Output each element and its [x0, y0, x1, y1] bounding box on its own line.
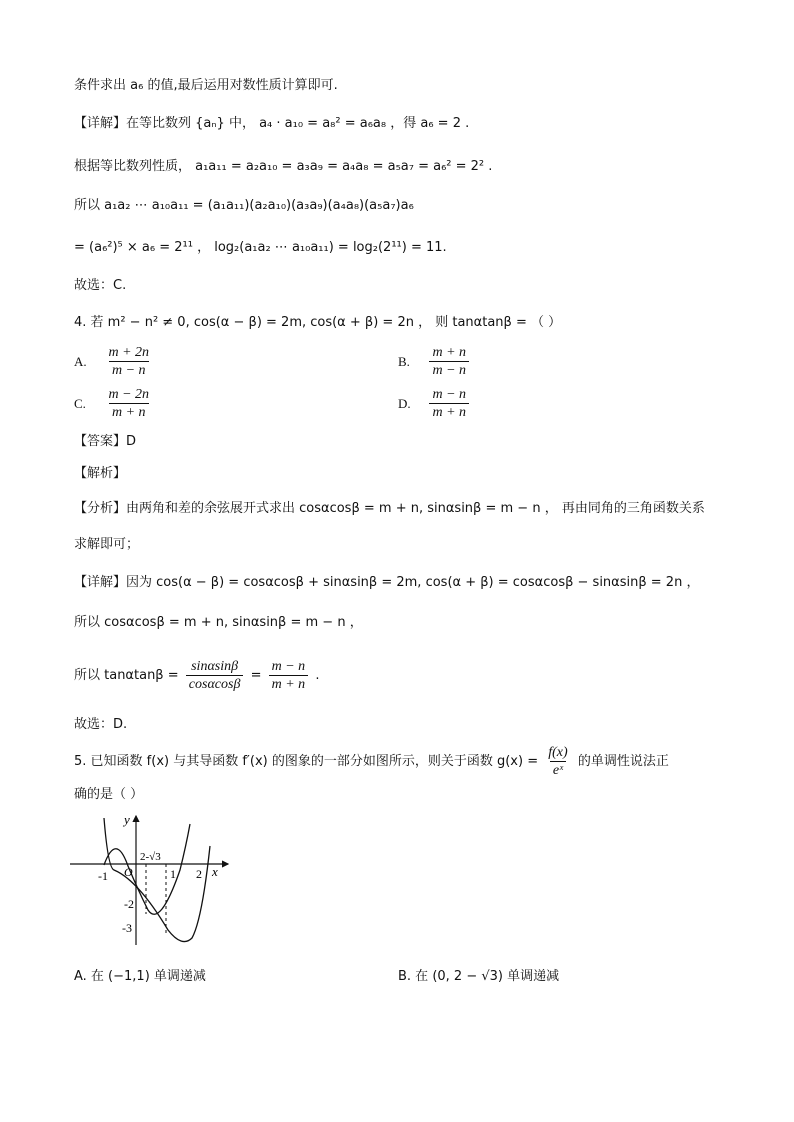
- q4-option-b: [398, 344, 472, 379]
- g-fraction: [545, 744, 570, 779]
- text-segment: 5. 已知函数 f(x) 与其导函数 f′(x) 的图象的一部分如图所示，则关于函数 g(x) =: [74, 754, 539, 769]
- text-line: 【详解】在等比数列 {aₙ} 中， a₄ · a₁₀ = a₈² = a₆a₈ ，得 a₆ = 2 .: [74, 116, 470, 131]
- tick-label: -1: [98, 869, 108, 883]
- fraction-numerator: m − 2n: [108, 387, 150, 402]
- option-fraction: [105, 344, 152, 379]
- fraction-numerator: m − n: [432, 387, 467, 402]
- option-label: B.: [398, 353, 410, 369]
- tick-label: 1: [170, 867, 176, 881]
- fraction-denominator: m − n: [429, 361, 469, 379]
- option-fraction: [429, 344, 469, 379]
- text-segment: =: [250, 668, 262, 683]
- option-label: A.: [74, 353, 87, 369]
- fraction-numerator: f(x): [548, 745, 568, 760]
- option-fraction: [105, 386, 152, 421]
- text-segment: .: [315, 668, 320, 683]
- text-line: 故选：C.: [74, 278, 127, 293]
- text-line: 根据等比数列性质， a₁a₁₁ = a₂a₁₀ = a₃a₉ = a₄a₈ = a₅a₇ = a₆² = 2² .: [74, 159, 493, 174]
- tick-label: 2-√3: [140, 851, 161, 863]
- fraction-denominator: cosαcosβ: [186, 675, 244, 693]
- result-fraction: [269, 658, 309, 693]
- question-5-continued: 确的是（ ）: [74, 787, 144, 802]
- detail-line: 所以 cosαcosβ = m + n, sinαsinβ = m − n ，: [74, 615, 363, 630]
- fraction-denominator: m − n: [109, 361, 149, 379]
- tan-fraction: [186, 658, 244, 693]
- y-axis-label: y: [124, 812, 130, 827]
- fraction-denominator: m + n: [429, 403, 469, 421]
- fraction-numerator: m + 2n: [108, 345, 150, 360]
- answer-line: 【答案】D: [74, 434, 137, 449]
- option-fraction: [429, 386, 469, 421]
- analysis-line: 【分析】由两角和差的余弦展开式求出 cosαcosβ = m + n, sinαsinβ = m − n ， 再由同角的三角函数关系: [74, 501, 705, 516]
- detail-line: 【详解】因为 cos(α − β) = cosαcosβ + sinαsinβ = 2m, cos(α + β) = cosαcosβ − sinαsinβ = 2n ，: [74, 575, 700, 590]
- fraction-numerator: m + n: [432, 345, 467, 360]
- fraction-numerator: sinαsinβ: [191, 659, 239, 674]
- tick-label: -2: [124, 897, 134, 911]
- tick-label: 2: [196, 867, 202, 881]
- fraction-numerator: m − n: [271, 659, 306, 674]
- answer-choice-line: 故选：D.: [74, 717, 128, 732]
- q5-option-b: B. 在 (0, 2 − √3) 单调递减: [398, 969, 560, 984]
- curve-f: [104, 818, 210, 942]
- option-label: D.: [398, 395, 411, 411]
- analysis-heading: 【解析】: [74, 466, 127, 481]
- analysis-line: 求解即可；: [74, 537, 140, 552]
- fraction-denominator: m + n: [269, 675, 309, 693]
- q4-option-d: [398, 386, 472, 421]
- detail-tan-line: [74, 658, 319, 693]
- function-graph: [68, 810, 238, 950]
- text-segment: 所以 tanαtanβ =: [74, 668, 179, 683]
- q4-option-c: [74, 386, 155, 421]
- x-axis-label: x: [212, 864, 218, 879]
- fraction-denominator: eˣ: [550, 761, 566, 779]
- fraction-denominator: m + n: [109, 403, 149, 421]
- text-segment: 的单调性说法正: [577, 754, 669, 769]
- question-4: 4. 若 m² − n² ≠ 0, cos(α − β) = 2m, cos(α + β) = 2n ， 则 tanαtanβ = （ ）: [74, 315, 562, 330]
- origin-label: O: [124, 865, 133, 879]
- option-label: C.: [74, 395, 86, 411]
- q4-option-a: [74, 344, 155, 379]
- question-5: [74, 744, 669, 779]
- curve-f-prime: [104, 824, 190, 914]
- text-line: 条件求出 a₆ 的值,最后运用对数性质计算即可.: [74, 78, 338, 93]
- q5-option-a: A. 在 (−1,1) 单调递减: [74, 969, 206, 984]
- text-line: 所以 a₁a₂ ⋯ a₁₀a₁₁ = (a₁a₁₁)(a₂a₁₀)(a₃a₉)(a₄a₈)(a₅a₇)a₆: [74, 198, 414, 213]
- text-line: = (a₆²)⁵ × a₆ = 2¹¹ ， log₂(a₁a₂ ⋯ a₁₀a₁₁) = log₂(2¹¹) = 11.: [74, 240, 447, 255]
- tick-label: -3: [122, 921, 132, 935]
